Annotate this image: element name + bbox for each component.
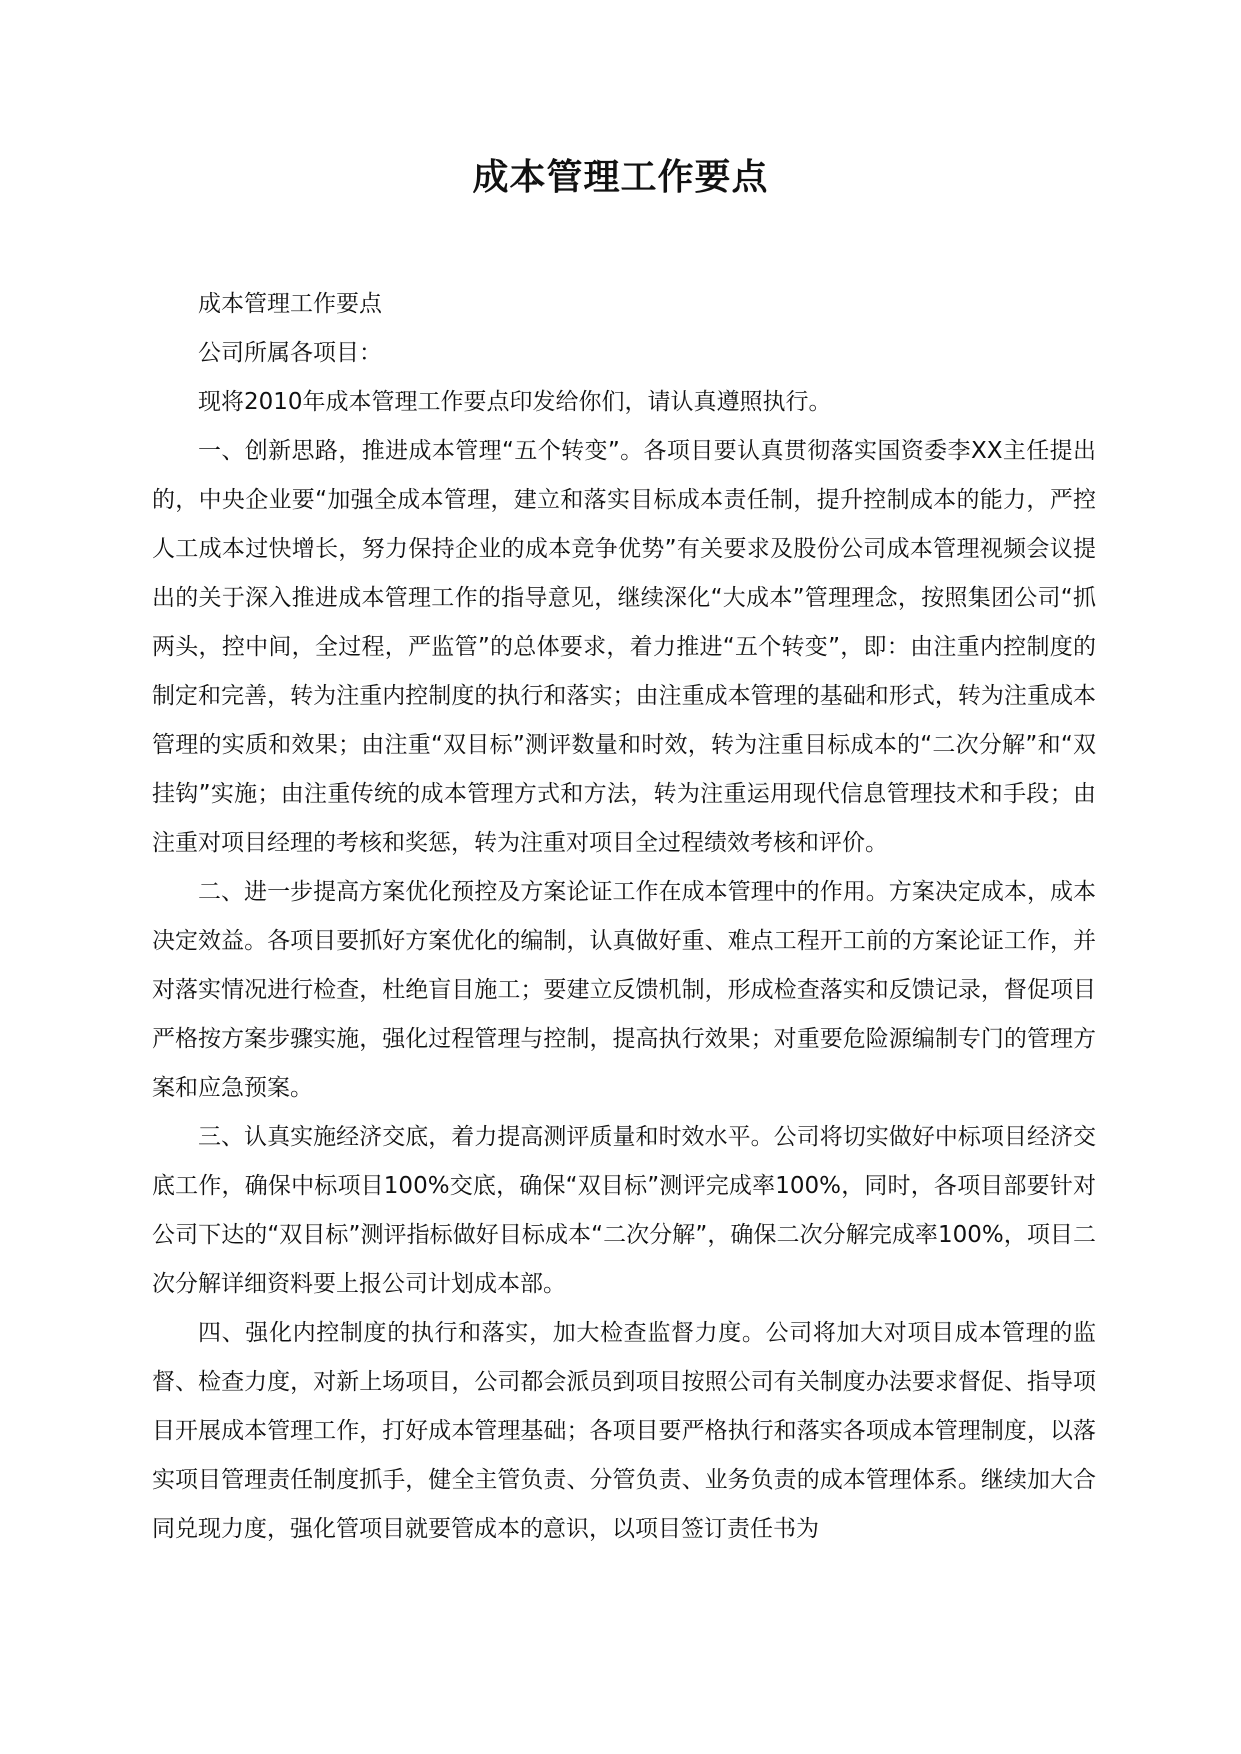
paragraph-section-1: 一、创新思路，推进成本管理“五个转变”。各项目要认真贯彻落实国资委李XX主任提出的，中央企业要“加强全成本管理，建立和落实目标成本责任制，提升控制成本的能力，严控人工成本过快增长，努力保持企业的成本竞争优势”有关要求及股份公司成本管理视频会议提出的关于深入推进成本管理工作的指导意见，继续深化“大成本”管理理念，按照集团公司“抓两头，控中间，全过程，严监管”的总体要求，着力推进“五个转变”，即：由注重内控制度的制定和完善，转为注重内控制度的执行和落实；由注重成本管理的基础和形式，转为注重成本管理的实质和效果；由注重“双目标”测评数量和时效，转为注重目标成本的“二次分解”和“双挂钩”实施；由注重传统的成本管理方式和方法，转为注重运用现代信息管理技术和手段；由注重对项目经理的考核和奖惩，转为注重对项目全过程绩效考核和评价。 [152,438,1096,856]
paragraph-addressee: 公司所属各项目： [198,340,382,366]
document-title: 成本管理工作要点 [472,157,769,198]
paragraph-heading: 成本管理工作要点 [198,291,382,317]
document-body [152,280,1096,1554]
paragraph-section-4: 四、强化内控制度的执行和落实，加大检查监督力度。公司将加大对项目成本管理的监督、检查力度，对新上场项目，公司都会派员到项目按照公司有关制度办法要求督促、指导项目开展成本管理工作，打好成本管理基础；各项目要严格执行和落实各项成本管理制度，以落实项目管理责任制度抓手，健全主管负责、分管负责、业务负责的成本管理体系。继续加大合同兑现力度，强化管项目就要管成本的意识，以项目签订责任书为 [152,1320,1096,1542]
paragraph-intro: 现将2010年成本管理工作要点印发给你们，请认真遵照执行。 [198,389,832,415]
paragraph-section-2: 二、进一步提高方案优化预控及方案论证工作在成本管理中的作用。方案决定成本，成本决定效益。各项目要抓好方案优化的编制，认真做好重、难点工程开工前的方案论证工作，并对落实情况进行检查，杜绝盲目施工；要建立反馈机制，形成检查落实和反馈记录，督促项目严格按方案步骤实施，强化过程管理与控制，提高执行效果；对重要危险源编制专门的管理方案和应急预案。 [152,879,1096,1101]
paragraph-section-3: 三、认真实施经济交底，着力提高测评质量和时效水平。公司将切实做好中标项目经济交底工作，确保中标项目100%交底，确保“双目标”测评完成率100%，同时，各项目部要针对公司下达的“双目标”测评指标做好目标成本“二次分解”，确保二次分解完成率100%，项目二次分解详细资料要上报公司计划成本部。 [152,1124,1096,1297]
